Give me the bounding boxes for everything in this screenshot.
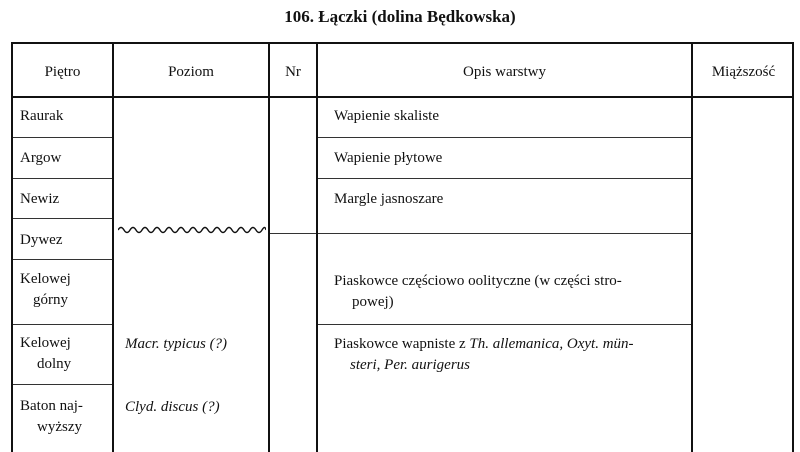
column-divider (112, 42, 114, 452)
opis-cell: Wapienie skaliste (334, 108, 440, 124)
poziom-cell: Macr. typicus (?) (125, 336, 228, 352)
opis-italic-text: Th. allemanica, Oxyt. mün- (469, 336, 634, 352)
opis-cell: powej) (352, 294, 394, 310)
pietro-cell: dolny (37, 356, 72, 372)
row-divider (13, 137, 112, 138)
column-divider (316, 42, 318, 452)
column-divider (268, 42, 270, 452)
opis-plain-text: Piaskowce wapniste z (334, 336, 470, 352)
unconformity-line (118, 224, 266, 236)
header-rule (11, 96, 794, 98)
row-divider (318, 324, 691, 325)
opis-cell: Piaskowce częściowo oolityczne (w części stro- (334, 273, 622, 289)
row-divider (318, 178, 691, 179)
poziom-cell: Clyd. discus (?) (125, 399, 220, 415)
row-divider (318, 233, 691, 234)
pietro-cell: Dywez (20, 232, 63, 248)
row-divider (13, 384, 112, 385)
pietro-cell: wyższy (37, 419, 82, 435)
pietro-cell: Kelowej (20, 271, 71, 287)
pietro-cell: górny (33, 292, 68, 308)
pietro-cell: Raurak (20, 108, 64, 124)
row-divider (270, 233, 316, 234)
opis-cell (334, 334, 634, 355)
header-miazszosc: Miąższość (711, 64, 776, 80)
pietro-cell: Newiz (20, 191, 60, 207)
pietro-cell: Kelowej (20, 335, 71, 351)
column-divider (691, 42, 693, 452)
row-divider (13, 178, 112, 179)
opis-cell: Wapienie płytowe (334, 150, 443, 166)
row-divider (318, 137, 691, 138)
header-nr: Nr (285, 64, 301, 80)
opis-cell: Margle jasnoszare (334, 191, 444, 207)
pietro-cell: Baton naj- (20, 398, 83, 414)
header-pietro: Piętro (44, 64, 81, 80)
row-divider (13, 218, 112, 219)
header-poziom: Poziom (168, 64, 214, 80)
row-divider (13, 324, 112, 325)
opis-cell: steri, Per. aurigerus (350, 357, 470, 373)
header-opis: Opis warstwy (463, 64, 546, 80)
stratigraphy-table (11, 42, 794, 452)
table-title: 106. Łączki (dolina Będkowska) (284, 7, 516, 26)
row-divider (13, 259, 112, 260)
pietro-cell: Argow (20, 150, 62, 166)
